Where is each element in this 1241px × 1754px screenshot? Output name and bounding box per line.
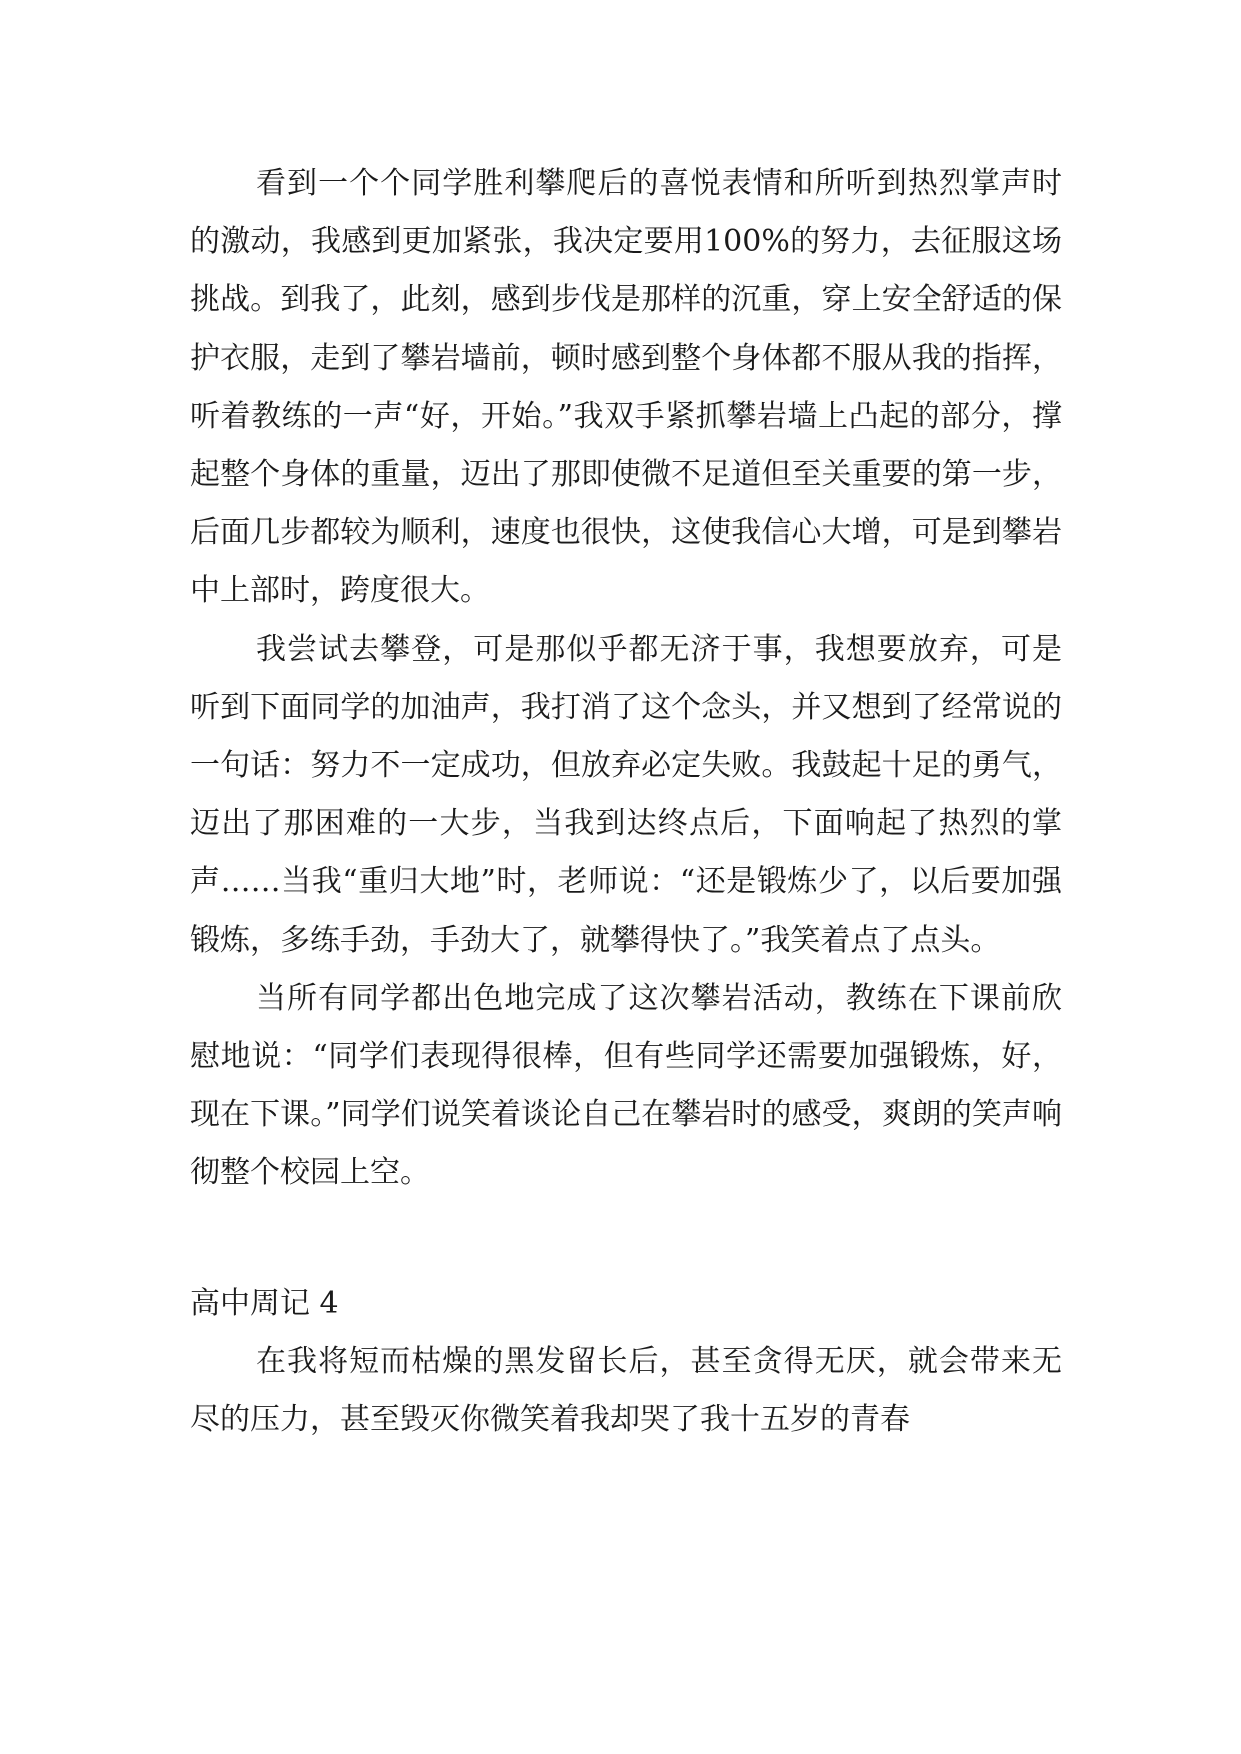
paragraph-2: 我尝试去攀登，可是那似乎都无济于事，我想要放弃，可是听到下面同学的加油声，我打消了这个念头，并又想到了经常说的一句话：努力不一定成功，但放弃必定失败。我鼓起十足的勇气，迈出了那困难的一大步，当我到达终点后，下面响起了热烈的掌声……当我“重归大地”时，老师说：“还是锻炼少了，以后要加强锻炼，多练手劲，手劲大了，就攀得快了。”我笑着点了点头。 (190, 631, 1062, 958)
paragraph-4: 在我将短而枯燥的黑发留长后，甚至贪得无厌，就会带来无尽的压力，甚至毁灭你微笑着我却哭了我十五岁的青春 (190, 1343, 1062, 1438)
paragraph-3: 当所有同学都出色地完成了这次攀岩活动，教练在下课前欣慰地说：“同学们表现得很棒，但有些同学还需要加强锻炼，好，现在下课。”同学们说笑着谈论自己在攀岩时的感受，爽朗的笑声响彻整个校园上空。 (190, 980, 1062, 1191)
paragraph-1: 看到一个个同学胜利攀爬后的喜悦表情和所听到热烈掌声时的激动，我感到更加紧张，我决定要用100%的努力，去征服这场挑战。到我了，此刻，感到步伐是那样的沉重，穿上安全舒适的保护衣服，走到了攀岩墙前，顿时感到整个身体都不服从我的指挥，听着教练的一声“好，开始。”我双手紧抓攀岩墙上凸起的部分，撑起整个身体的重量，迈出了那即使微不足道但至关重要的第一步，后面几步都较为顺利，速度也很快，这使我信心大增，可是到攀岩中上部时，跨度很大。 (190, 166, 1062, 609)
section-spacer (190, 1203, 1062, 1275)
section-heading: 高中周记 4 (190, 1285, 339, 1321)
document-body (190, 155, 1062, 1449)
